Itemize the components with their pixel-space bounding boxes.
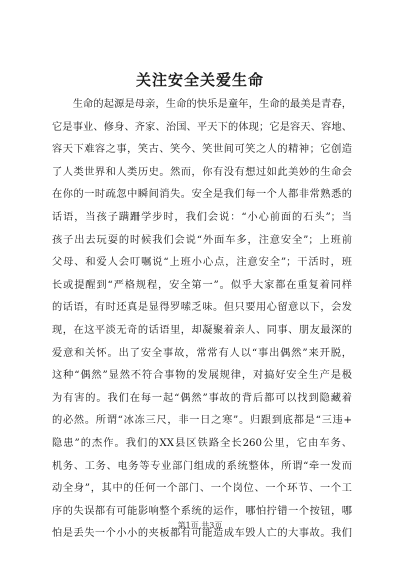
text-line: 的话语，有时还真是显得罗嗦乏味。但只要用心留意以下，会发 (52, 302, 352, 314)
text-line: 机务、工务、电务等专业部门组成的系统整体，所谓“牵一发而 (52, 460, 352, 472)
text-line: 现，在这平淡无奇的话语里，却凝聚着亲人、同事、朋友最深的 (52, 324, 352, 336)
text-line: 话语，当孩子蹒跚学步时，我们会说：“小心前面的石头”；当 (52, 211, 352, 223)
page-title: 关注安全关爱生命 (135, 71, 264, 89)
text-line: 为有害的。我们在每一起“偶然”事故的背后都可以找到隐藏着 (52, 392, 352, 404)
text-line: 序的失误都有可能影响整个系统的运作，哪怕拧错一个按钮，哪 (52, 505, 352, 517)
text-line: 爱意和关怀。出了安全事故，常常有人以“事出偶然”来开脱， (52, 347, 352, 359)
text-line: 在你的一时疏忽中瞬间消失。安全是我们每一个人都非常熟悉的 (52, 189, 352, 201)
body-text (52, 94, 352, 546)
text-line: 生命的起源是母亲，生命的快乐是童年，生命的最美是青春， (52, 99, 352, 110)
text-line: 隐患”的杰作。我们的XX县区铁路全长260公里，它由车务、 (52, 437, 352, 449)
page-footer: 第1页 共3页 (177, 521, 223, 530)
text-line: 的必然。所谓“冰冻三尺，非一日之寒”。归跟到底都是“三违+ (52, 415, 352, 427)
text-line: 了人类世界和人类历史。然而，你有没有想过如此美妙的生命会 (52, 166, 352, 178)
text-line: 它是事业、修身、齐家、治国、平天下的体现；它是容天、容地、 (52, 121, 352, 133)
text-line: 长或提醒到“严格规程，安全第一”。似乎大家都在重复着同样 (52, 279, 352, 291)
text-line: 父母、和爱人会叮嘱说“上班小心点，注意安全”；干活时，班 (52, 257, 352, 269)
text-line: 怕是丢失一个小小的夹板都有可能造成车毁人亡的大事故。我们 (52, 528, 352, 540)
text-line: 容天下难容之事，笑古、笑今、笑世间可笑之人的精神；它创造 (52, 144, 352, 156)
text-line: 孩子出去玩耍的时候我们会说“外面车多，注意安全”；上班前 (52, 234, 352, 246)
text-line: 这种“偶然”显然不符合事物的发展规律，对搞好安全生产是极 (52, 370, 352, 382)
text-line: 动全身”，其中的任何一个部门、一个岗位、一个环节、一个工 (52, 483, 352, 495)
